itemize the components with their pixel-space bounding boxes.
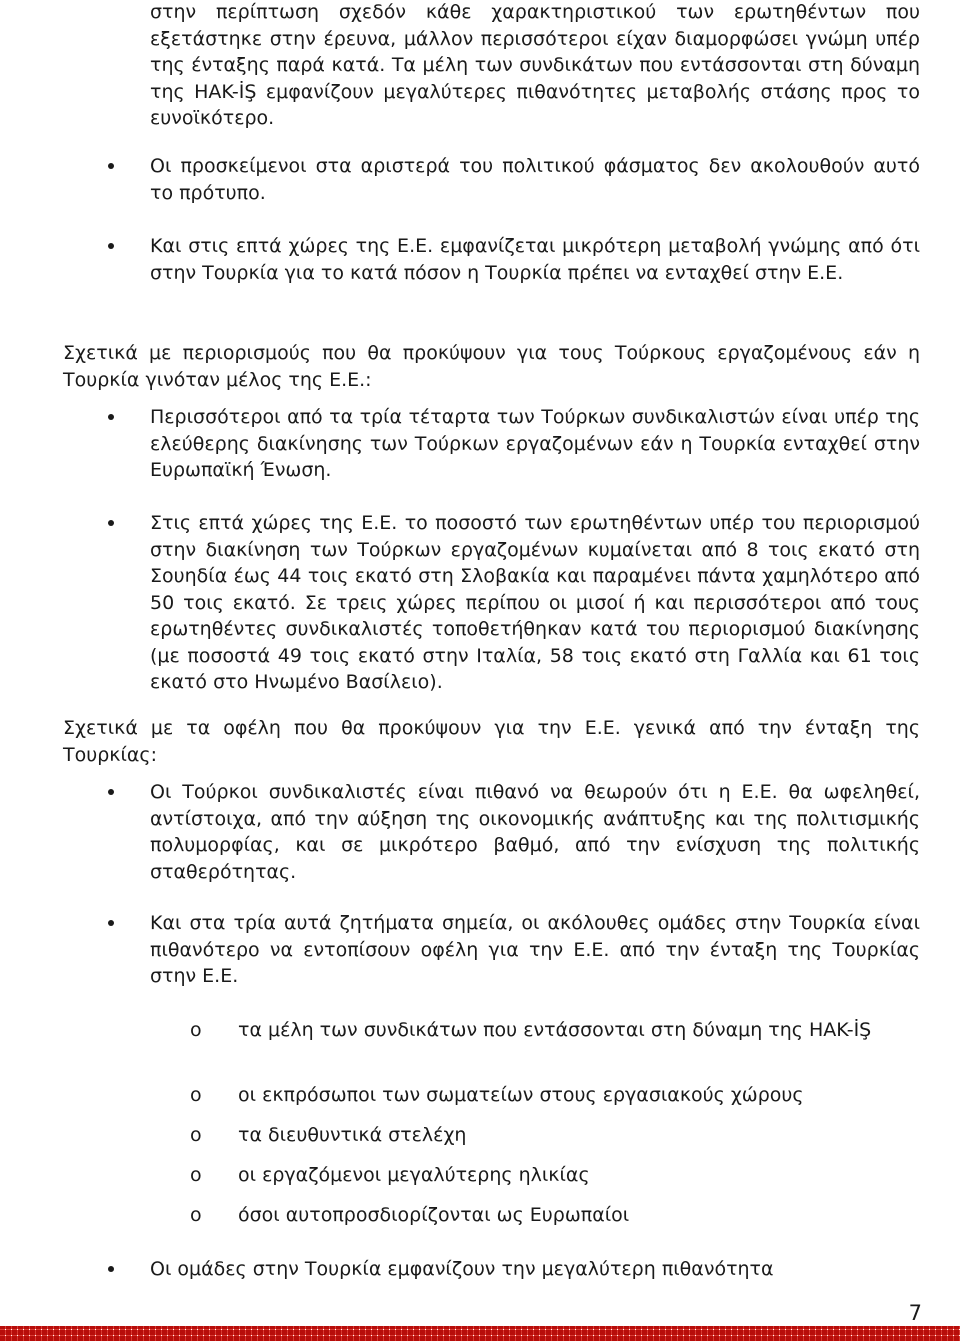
page-number: 7 <box>908 1301 922 1325</box>
sub-list-text: οι εκπρόσωποι των σωματείων στους εργασιακούς χώρους <box>238 1084 804 1106</box>
continuation-paragraph: στην περίπτωση σχεδόν κάθε χαρακτηριστικού των ερωτηθέντων που εξετάστηκε στην έρευνα, μάλλον περισσότεροι είχαν διαμορφώσει γνώμη υπέρ της ένταξης παρά κατά. Τα μέλη των συνδικάτων που εντάσσονται στη δύναμη της HAK-İŞ εμφανίζουν μεγαλύτερες πιθανότητες μεταβολής στάσης προς το ευνοϊκότερο. <box>150 1 920 129</box>
benefits-paragraph: Σχετικά με τα οφέλη που θα προκύψουν για την Ε.Ε. γενικά από την ένταξη της Τουρκίας: <box>63 717 920 766</box>
bullet-text: Και στις επτά χώρες της Ε.Ε. εμφανίζεται μικρότερη μεταβολή γνώμης από ότι στην Τουρκία για το κατά πόσον η Τουρκία πρέπει να ενταχθεί στην Ε.Ε. <box>150 235 920 284</box>
restrictions-paragraph: Σχετικά με περιορισμούς που θα προκύψουν για τους Τούρκους εργαζομένους εάν η Τουρκία γινόταν μέλος της Ε.Ε.: <box>63 342 920 391</box>
sub-list-marker: o <box>190 1019 202 1041</box>
bullet-dot-icon <box>108 414 114 420</box>
bullet-text: Οι Τούρκοι συνδικαλιστές είναι πιθανό να θεωρούν ότι η Ε.Ε. θα ωφεληθεί, αντίστοιχα, από την αύξηση της οικονομικής ανάπτυξης και της πολιτισμικής πολυμορφίας, και σε μικρότερο βαθμό, από την ενίσχυση της πολιτικής σταθερότητας. <box>150 781 920 883</box>
bullet-dot-icon <box>108 789 114 795</box>
sub-list-marker: o <box>190 1084 202 1106</box>
bullet-text: Οι προσκείμενοι στα αριστερά του πολιτικού φάσματος δεν ακολουθούν αυτό το πρότυπο. <box>150 155 920 204</box>
sub-list-marker: o <box>190 1124 202 1146</box>
sub-list-text: τα μέλη των συνδικάτων που εντάσσονται στη δύναμη της HAK-İŞ <box>238 1019 872 1041</box>
bullet-text: Και στα τρία αυτά ζητήματα σημεία, οι ακόλουθες ομάδες στην Τουρκία είναι πιθανότερο να εντοπίσουν οφέλη για την Ε.Ε. από την ένταξη της Τουρκίας στην Ε.Ε. <box>150 912 920 987</box>
sub-list-text: τα διευθυντικά στελέχη <box>238 1124 467 1146</box>
footer-decorative-band <box>0 1326 960 1341</box>
bullet-dot-icon <box>108 1266 114 1272</box>
bullet-text: Στις επτά χώρες της Ε.Ε. το ποσοστό των ερωτηθέντων υπέρ του περιορισμού στην διακίνηση των Τούρκων εργαζομένων κυμαίνεται από 8 τοις εκατό στη Σουηδία έως 44 τοις εκατό στη Σλοβακία και παραμένει πάντα χαμηλότερο από 50 τοις εκατό. Σε τρεις χώρες περίπου οι μισοί ή και περισσότεροι από τους ερωτηθέντες συνδικαλιστές τοποθετήθηκαν κατά του περιορισμού διακίνησης (με ποσοστά 49 τοις εκατό στην Ιταλία, 58 τοις εκατό στη Γαλλία και 61 τοις εκατό στο Ηνωμένο Βασίλειο). <box>150 512 920 693</box>
sub-list-marker: o <box>190 1164 202 1186</box>
bullet-dot-icon <box>108 520 114 526</box>
sub-list-text: όσοι αυτοπροσδιορίζονται ως Ευρωπαίοι <box>238 1204 630 1226</box>
bullet-text: Οι ομάδες στην Τουρκία εμφανίζουν την μεγαλύτερη πιθανότητα <box>150 1258 774 1280</box>
bullet-text: Περισσότεροι από τα τρία τέταρτα των Τούρκων συνδικαλιστών είναι υπέρ της ελεύθερης διακίνησης των Τούρκων εργαζομένων εάν η Τουρκία ενταχθεί στην Ευρωπαϊκή Ένωση. <box>150 406 920 481</box>
bullet-dot-icon <box>108 920 114 926</box>
bullet-dot-icon <box>108 163 114 169</box>
sub-list-text: οι εργαζόμενοι μεγαλύτερης ηλικίας <box>238 1164 590 1186</box>
bullet-dot-icon <box>108 243 114 249</box>
sub-list-marker: o <box>190 1204 202 1226</box>
